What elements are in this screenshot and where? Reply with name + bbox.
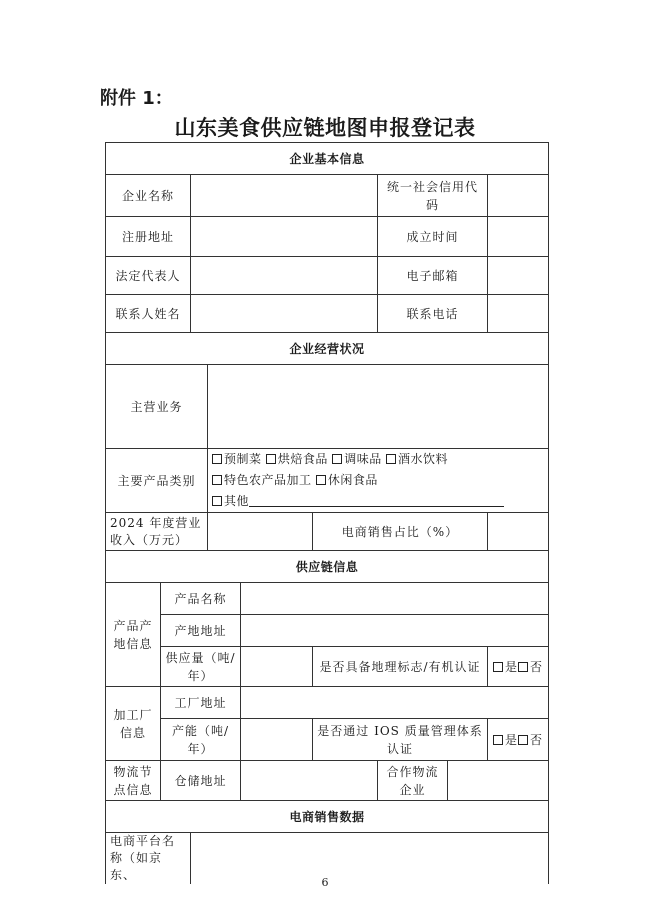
option-prepared-food[interactable]: 预制菜 [212, 452, 262, 466]
no-label: 否 [530, 732, 544, 747]
option-agri-processing[interactable]: 特色农产品加工 [212, 473, 312, 487]
yes-checkbox[interactable] [493, 735, 503, 745]
no-checkbox[interactable] [518, 662, 528, 672]
reg-address-label: 注册地址 [106, 217, 191, 257]
warehouse-address-label: 仓储地址 [161, 761, 241, 801]
checkbox[interactable] [212, 496, 222, 506]
annex-label: 附件 1： [100, 88, 173, 109]
warehouse-address-field[interactable] [241, 761, 378, 801]
capacity-field[interactable] [241, 719, 313, 761]
yes-checkbox[interactable] [493, 662, 503, 672]
contact-name-label: 联系人姓名 [106, 295, 191, 333]
main-business-label: 主营业务 [106, 365, 208, 449]
page-number: 6 [321, 876, 329, 889]
factory-info-label: 加工厂信息 [106, 687, 161, 761]
geo-certified-label: 是否具备地理标志/有机认证 [313, 647, 488, 687]
other-input-line[interactable] [249, 494, 504, 507]
company-name-field[interactable] [191, 175, 378, 217]
supply-volume-label: 供应量（吨/年） [161, 647, 241, 687]
iso-certified-options [488, 719, 549, 761]
logistics-partner-field[interactable] [448, 761, 549, 801]
form-title: 山东美食供应链地图申报登记表 [174, 116, 476, 140]
section-basic-info: 企业基本信息 [106, 143, 549, 175]
geo-certified-options [488, 647, 549, 687]
email-label: 电子邮箱 [378, 257, 488, 295]
reg-address-field[interactable] [191, 217, 378, 257]
main-business-field[interactable] [208, 365, 549, 449]
registration-form [105, 142, 549, 884]
email-field[interactable] [488, 257, 549, 295]
option-other[interactable]: 其他 [212, 494, 249, 508]
yes-label: 是 [505, 659, 519, 674]
option-condiments[interactable]: 调味品 [332, 452, 382, 466]
option-bakery[interactable]: 烘焙食品 [266, 452, 328, 466]
checkbox[interactable] [386, 454, 396, 464]
checkbox[interactable] [212, 475, 222, 485]
checkbox[interactable] [212, 454, 222, 464]
product-name-label: 产品名称 [161, 583, 241, 615]
section-ecommerce: 电商销售数据 [106, 801, 549, 833]
product-category-options [208, 449, 549, 513]
founded-field[interactable] [488, 217, 549, 257]
no-label: 否 [530, 659, 544, 674]
revenue-label: 2024 年度营业收入（万元） [106, 513, 208, 551]
iso-certified-label: 是否通过 IOS 质量管理体系认证 [313, 719, 488, 761]
section-operation: 企业经营状况 [106, 333, 549, 365]
legal-rep-label: 法定代表人 [106, 257, 191, 295]
ecommerce-ratio-label: 电商销售占比（%） [313, 513, 488, 551]
credit-code-label: 统一社会信用代码 [378, 175, 488, 217]
logistics-partner-label: 合作物流企业 [378, 761, 448, 801]
logistics-info-label: 物流节点信息 [106, 761, 161, 801]
checkbox[interactable] [266, 454, 276, 464]
product-category-label: 主要产品类别 [106, 449, 208, 513]
origin-address-label: 产地地址 [161, 615, 241, 647]
checkbox[interactable] [332, 454, 342, 464]
option-beverages[interactable]: 酒水饮料 [386, 452, 448, 466]
yes-label: 是 [505, 732, 519, 747]
platform-name-label: 电商平台名称（如京东、 [106, 833, 191, 885]
origin-info-label: 产品产地信息 [106, 583, 161, 687]
revenue-field[interactable] [208, 513, 313, 551]
legal-rep-field[interactable] [191, 257, 378, 295]
contact-phone-field[interactable] [488, 295, 549, 333]
product-name-field[interactable] [241, 583, 549, 615]
contact-phone-label: 联系电话 [378, 295, 488, 333]
factory-address-field[interactable] [241, 687, 549, 719]
factory-address-label: 工厂地址 [161, 687, 241, 719]
capacity-label: 产能（吨/年） [161, 719, 241, 761]
origin-address-field[interactable] [241, 615, 549, 647]
checkbox[interactable] [316, 475, 326, 485]
section-supply-chain: 供应链信息 [106, 551, 549, 583]
credit-code-field[interactable] [488, 175, 549, 217]
no-checkbox[interactable] [518, 735, 528, 745]
founded-label: 成立时间 [378, 217, 488, 257]
option-snacks[interactable]: 休闲食品 [316, 473, 378, 487]
company-name-label: 企业名称 [106, 175, 191, 217]
ecommerce-ratio-field[interactable] [488, 513, 549, 551]
contact-name-field[interactable] [191, 295, 378, 333]
supply-volume-field[interactable] [241, 647, 313, 687]
